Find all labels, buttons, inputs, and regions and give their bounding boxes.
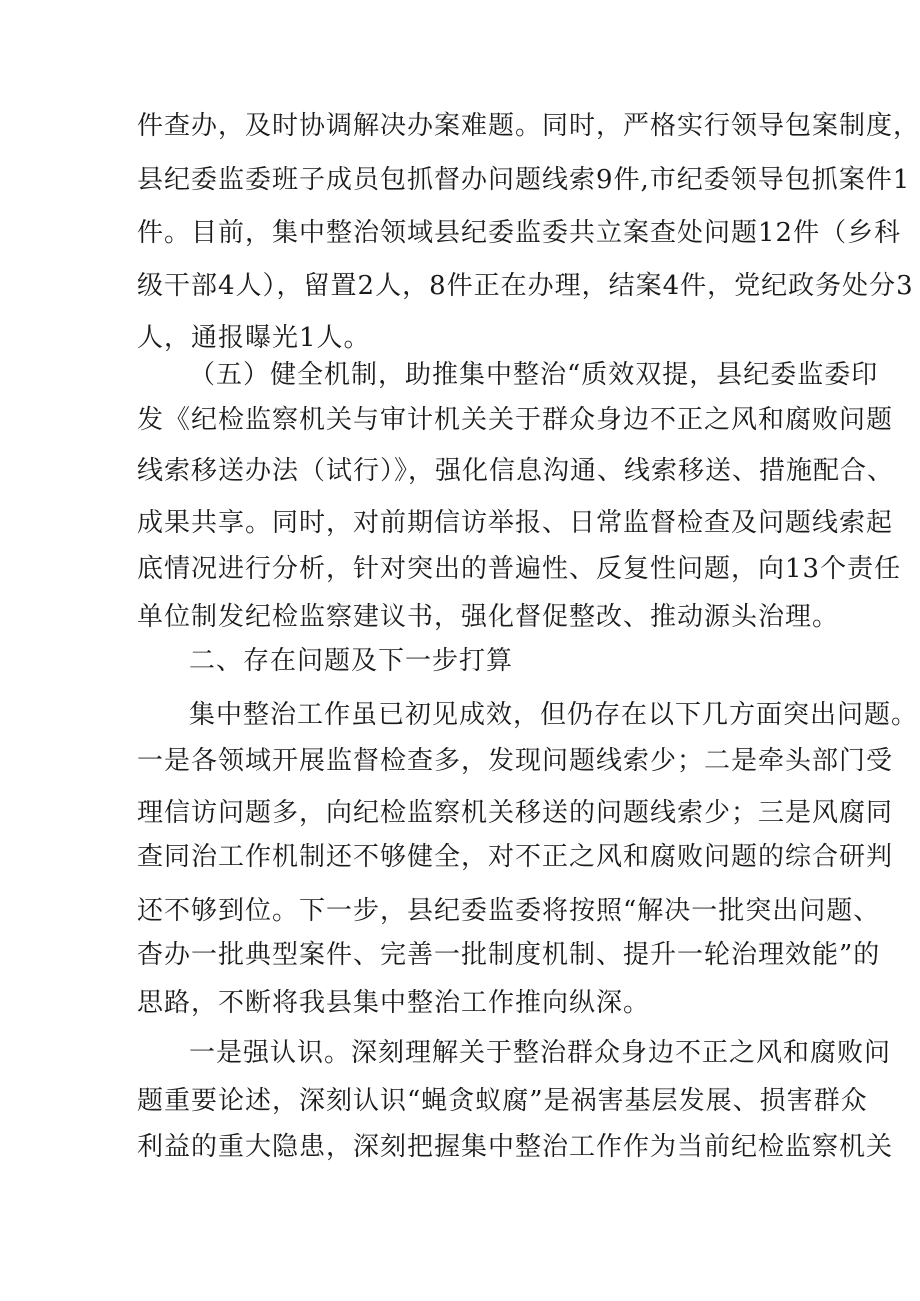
text-line: 人，通报曝光1人。	[137, 323, 371, 353]
text-line: 发《纪检监察机关与审计机关关于群众身边不正之风和腐败问题	[137, 405, 894, 435]
text-line: 题重要论述，深刻认识“蝇贪蚁腐”是祸害基层发展、损害群众	[137, 1086, 868, 1116]
text-line: 一是强认识。深刻理解关于整治群众身边不正之风和腐败问	[189, 1038, 892, 1068]
text-line: 查同治工作机制还不够健全，对不正之风和腐败问题的综合研判	[137, 842, 894, 872]
text-line: 单位制发纪检监察建议书，强化督促整改、推动源头治理。	[137, 602, 840, 632]
section-heading-line: （五）健全机制，助推集中整治“质效双提，县纪委监委印	[189, 360, 879, 390]
text-line: 思路，不断将我县集中整治工作推向纵深。	[137, 988, 651, 1018]
text-line: 一是各领域开展监督检查多，发现问题线索少；二是牵头部门受	[137, 746, 894, 776]
text-line: 件查办，及时协调解决办案难题。同时，严格实行领导包案制度，	[137, 111, 920, 141]
text-line: 件。目前，集中整治领域县纪委监委共立案查处问题12件（乡科	[137, 218, 902, 248]
text-line: 级干部4人），留置2人，8件正在办理，结案4件，党纪政务处分3	[137, 271, 914, 301]
section-heading: 二、存在问题及下一步打算	[189, 646, 514, 676]
text-line: 利益的重大隐患，深刻把握集中整治工作作为当前纪检监察机关	[137, 1132, 894, 1162]
text-line: 杳办一批典型案件、完善一批制度机制、提升一轮治理效能”的	[137, 940, 881, 970]
text-line: 线索移送办法（试行）》，强化信息沟通、线索移送、措施配合、	[137, 456, 895, 486]
text-line: 县纪委监委班子成员包抓督办问题线索9件,市纪委领导包抓案件1	[137, 165, 911, 195]
text-line: 还不够到位。下一步，县纪委监委将按照“解决一批突出问题、	[137, 896, 881, 926]
text-line: 理信访问题多，向纪检监察机关移送的问题线索少；三是风腐同	[137, 798, 894, 828]
text-line: 底情况进行分析，针对突出的普遍性、反复性问题，向13个责任	[137, 554, 902, 584]
text-line: 集中整治工作虽已初见成效，但仍存在以下几方面突出问题。	[189, 700, 919, 730]
text-line: 成果共享。同时，对前期信访举报、日常监督检查及问题线索起	[137, 508, 894, 538]
